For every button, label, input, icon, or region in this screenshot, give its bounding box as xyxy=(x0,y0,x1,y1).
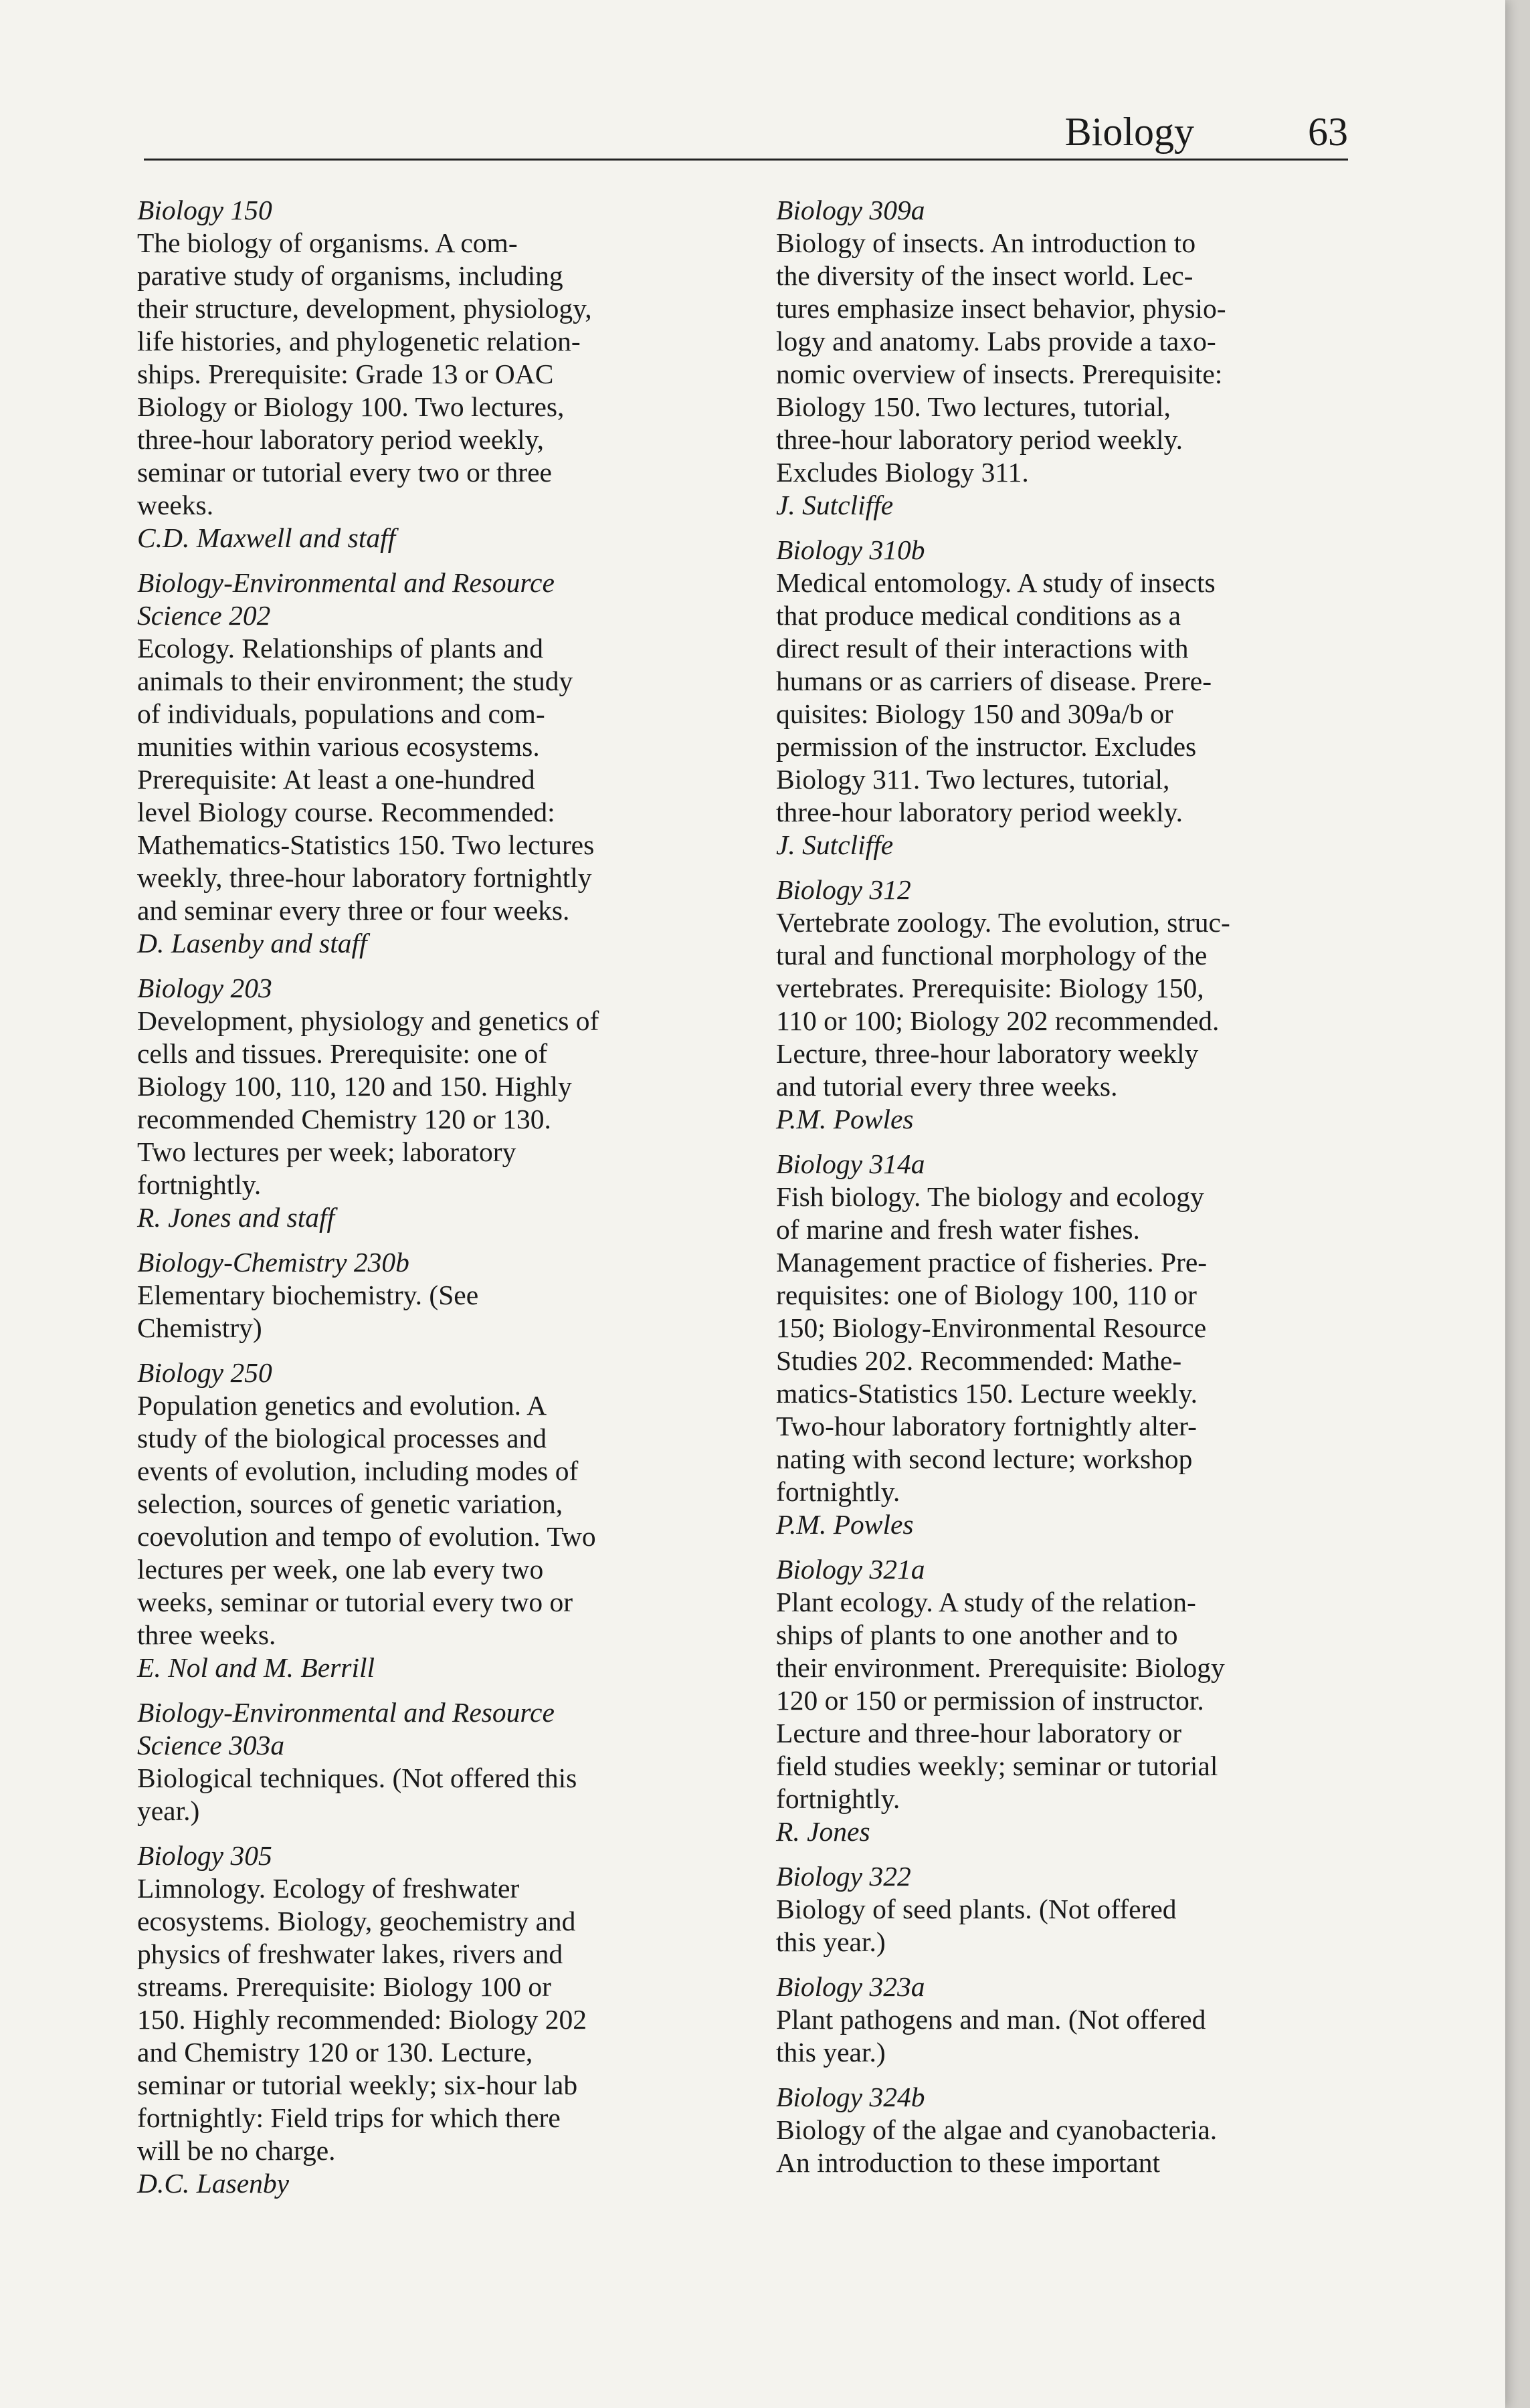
course-description-line: quisites: Biology 150 and 309a/b or xyxy=(776,698,1173,729)
course-description-line: the diversity of the insect world. Lec- xyxy=(776,260,1193,291)
course-description-line: weekly, three-hour laboratory fortnightly xyxy=(137,862,592,893)
course-description-line: Medical entomology. A study of insects xyxy=(776,567,1216,598)
page-header xyxy=(144,97,1348,161)
course-description-line: Biology of seed plants. (Not offered xyxy=(776,1894,1177,1924)
course-description-line: Excludes Biology 311. xyxy=(776,457,1029,488)
course-description-line: three-hour laboratory period weekly, xyxy=(137,424,545,455)
course-description-line: seminar or tutorial every two or three xyxy=(137,457,552,488)
course-description-line: fortnightly. xyxy=(776,1476,900,1507)
course-description-line: three weeks. xyxy=(137,1619,276,1650)
course-entry xyxy=(776,1553,1345,1848)
course-description-line: Lecture, three-hour laboratory weekly xyxy=(776,1038,1199,1069)
course-description-line: Limnology. Ecology of freshwater xyxy=(137,1873,520,1904)
course-instructor: E. Nol and M. Berrill xyxy=(137,1652,375,1683)
course-description-line: An introduction to these important xyxy=(776,2147,1160,2178)
course-description-line: Development, physiology and genetics of xyxy=(137,1005,599,1036)
course-description-line: parative study of organisms, including xyxy=(137,260,563,291)
course-description-line: nomic overview of insects. Prerequisite: xyxy=(776,359,1223,389)
course-entry xyxy=(137,567,706,960)
course-description-line: Biology of the algae and cyanobacteria. xyxy=(776,2114,1218,2145)
course-description-line: seminar or tutorial weekly; six-hour lab xyxy=(137,2070,578,2100)
course-entry xyxy=(137,194,706,555)
course-description-line: three-hour laboratory period weekly. xyxy=(776,797,1183,827)
course-description-line: Elementary biochemistry. (See xyxy=(137,1280,479,1310)
course-description-line: fortnightly. xyxy=(776,1783,900,1814)
course-code: Biology 309a xyxy=(776,195,925,225)
course-description-line: Lecture and three-hour laboratory or xyxy=(776,1718,1182,1748)
course-description-line: animals to their environment; the study xyxy=(137,666,573,696)
course-entry xyxy=(776,194,1345,522)
course-description-line: 150. Highly recommended: Biology 202 xyxy=(137,2004,587,2035)
course-description-line: ships of plants to one another and to xyxy=(776,1619,1178,1650)
course-code: Biology 305 xyxy=(137,1840,272,1871)
course-description-line: Biology 150. Two lectures, tutorial, xyxy=(776,391,1171,422)
course-description-line: recommended Chemistry 120 or 130. xyxy=(137,1104,551,1134)
course-description-line: study of the biological processes and xyxy=(137,1423,547,1453)
course-description-line: Plant pathogens and man. (Not offered xyxy=(776,2004,1206,2035)
course-description-line: weeks, seminar or tutorial every two or xyxy=(137,1587,573,1617)
course-description-line: Plant ecology. A study of the relation- xyxy=(776,1587,1196,1617)
course-entry xyxy=(776,534,1345,862)
course-code: Biology 321a xyxy=(776,1554,925,1585)
course-description-line: fortnightly: Field trips for which there xyxy=(137,2102,561,2133)
course-instructor: C.D. Maxwell and staff xyxy=(137,522,396,553)
course-description-line: tural and functional morphology of the xyxy=(776,940,1208,971)
course-entry xyxy=(776,1148,1345,1541)
page-number: 63 xyxy=(1308,110,1348,154)
course-description-line: weeks. xyxy=(137,490,214,520)
course-description-line: and seminar every three or four weeks. xyxy=(137,895,570,926)
course-description-line: of marine and fresh water fishes. xyxy=(776,1214,1140,1245)
course-description-line: and tutorial every three weeks. xyxy=(776,1071,1118,1102)
course-description-line: Chemistry) xyxy=(137,1312,262,1343)
course-description-line: Studies 202. Recommended: Mathe- xyxy=(776,1345,1182,1376)
course-description-line: this year.) xyxy=(776,2037,886,2068)
course-description-line: streams. Prerequisite: Biology 100 or xyxy=(137,1971,551,2002)
course-entry xyxy=(137,1696,706,1827)
course-description-line: will be no charge. xyxy=(137,2135,336,2166)
course-description-line: field studies weekly; seminar or tutorial xyxy=(776,1750,1218,1781)
course-description-line: ships. Prerequisite: Grade 13 or OAC xyxy=(137,359,554,389)
course-description-line: requisites: one of Biology 100, 110 or xyxy=(776,1280,1197,1310)
course-entry xyxy=(137,1839,706,2200)
course-description-line: that produce medical conditions as a xyxy=(776,600,1181,631)
course-instructor: J. Sutcliffe xyxy=(776,490,894,520)
course-description-line: Biology 311. Two lectures, tutorial, xyxy=(776,764,1170,795)
course-description-line: Biological techniques. (Not offered this xyxy=(137,1763,577,1793)
course-code: Science 303a xyxy=(137,1730,285,1761)
course-entry xyxy=(776,1971,1345,2069)
course-description-line: Population genetics and evolution. A xyxy=(137,1390,547,1421)
course-description-line: Management practice of fisheries. Pre- xyxy=(776,1247,1208,1278)
section-title: Biology xyxy=(1064,110,1194,154)
course-code: Biology 310b xyxy=(776,534,925,565)
course-entry xyxy=(137,1246,706,1344)
course-description-line: selection, sources of genetic variation, xyxy=(137,1488,563,1519)
course-description-line: 150; Biology-Environmental Resource xyxy=(776,1312,1207,1343)
course-description-line: life histories, and phylogenetic relation- xyxy=(137,326,581,357)
course-description-line: level Biology course. Recommended: xyxy=(137,797,555,827)
course-description-line: The biology of organisms. A com- xyxy=(137,227,518,258)
course-code: Science 202 xyxy=(137,600,271,631)
course-instructor: D. Lasenby and staff xyxy=(137,928,367,959)
course-description-line: Ecology. Relationships of plants and xyxy=(137,633,544,664)
course-description-line: Two-hour laboratory fortnightly alter- xyxy=(776,1411,1197,1441)
course-instructor: R. Jones xyxy=(776,1816,870,1847)
course-code: Biology-Environmental and Resource xyxy=(137,567,555,598)
course-description-line: nating with second lecture; workshop xyxy=(776,1443,1193,1474)
course-description-line: fortnightly. xyxy=(137,1169,262,1200)
course-code: Biology 312 xyxy=(776,874,911,905)
course-instructor: R. Jones and staff xyxy=(137,1202,335,1233)
course-description-line: 120 or 150 or permission of instructor. xyxy=(776,1685,1204,1716)
course-description-line: humans or as carriers of disease. Prere- xyxy=(776,666,1212,696)
course-instructor: P.M. Powles xyxy=(776,1509,914,1540)
left-column xyxy=(137,194,706,2212)
course-description-line: 110 or 100; Biology 202 recommended. xyxy=(776,1005,1220,1036)
course-code: Biology 203 xyxy=(137,973,272,1003)
course-description-line: Biology of insects. An introduction to xyxy=(776,227,1196,258)
course-code: Biology 314a xyxy=(776,1148,925,1179)
course-description-line: cells and tissues. Prerequisite: one of xyxy=(137,1038,548,1069)
course-description-line: lectures per week, one lab every two xyxy=(137,1554,544,1585)
course-description-line: this year.) xyxy=(776,1926,886,1957)
course-code: Biology-Chemistry 230b xyxy=(137,1247,409,1278)
course-entry xyxy=(137,972,706,1234)
course-entry xyxy=(776,874,1345,1136)
course-description-line: and Chemistry 120 or 130. Lecture, xyxy=(137,2037,533,2068)
course-code: Biology 323a xyxy=(776,1971,925,2002)
course-description-line: Biology or Biology 100. Two lectures, xyxy=(137,391,565,422)
course-entry xyxy=(776,2081,1345,2179)
course-description-line: matics-Statistics 150. Lecture weekly. xyxy=(776,1378,1198,1409)
course-description-line: Fish biology. The biology and ecology xyxy=(776,1181,1204,1212)
course-code: Biology 324b xyxy=(776,2082,925,2112)
course-description-line: Mathematics-Statistics 150. Two lectures xyxy=(137,829,595,860)
course-code: Biology 250 xyxy=(137,1357,272,1388)
course-description-line: physics of freshwater lakes, rivers and xyxy=(137,1938,563,1969)
course-description-line: logy and anatomy. Labs provide a taxo- xyxy=(776,326,1216,357)
course-description-line: permission of the instructor. Excludes xyxy=(776,731,1197,762)
course-entry xyxy=(776,1860,1345,1959)
course-description-line: three-hour laboratory period weekly. xyxy=(776,424,1183,455)
course-code: Biology-Environmental and Resource xyxy=(137,1697,555,1728)
course-description-line: Two lectures per week; laboratory xyxy=(137,1136,516,1167)
course-description-line: direct result of their interactions with xyxy=(776,633,1189,664)
course-description-line: of individuals, populations and com- xyxy=(137,698,545,729)
course-instructor: J. Sutcliffe xyxy=(776,829,894,860)
course-description-line: munities within various ecosystems. xyxy=(137,731,540,762)
course-code: Biology 150 xyxy=(137,195,272,225)
course-description-line: their environment. Prerequisite: Biology xyxy=(776,1652,1225,1683)
course-description-line: tures emphasize insect behavior, physio- xyxy=(776,293,1226,324)
course-description-line: ecosystems. Biology, geochemistry and xyxy=(137,1906,576,1936)
course-description-line: events of evolution, including modes of xyxy=(137,1456,579,1486)
course-code: Biology 322 xyxy=(776,1861,911,1892)
course-description-line: year.) xyxy=(137,1795,200,1826)
course-instructor: P.M. Powles xyxy=(776,1104,914,1134)
course-description-line: Prerequisite: At least a one-hundred xyxy=(137,764,535,795)
course-description-line: coevolution and tempo of evolution. Two xyxy=(137,1521,596,1552)
right-column xyxy=(776,194,1345,2191)
course-instructor: D.C. Lasenby xyxy=(137,2168,290,2199)
course-description-line: vertebrates. Prerequisite: Biology 150, xyxy=(776,973,1204,1003)
course-description-line: their structure, development, physiology, xyxy=(137,293,592,324)
course-entry xyxy=(137,1357,706,1684)
course-description-line: Vertebrate zoology. The evolution, struc- xyxy=(776,907,1230,938)
course-description-line: Biology 100, 110, 120 and 150. Highly xyxy=(137,1071,572,1102)
